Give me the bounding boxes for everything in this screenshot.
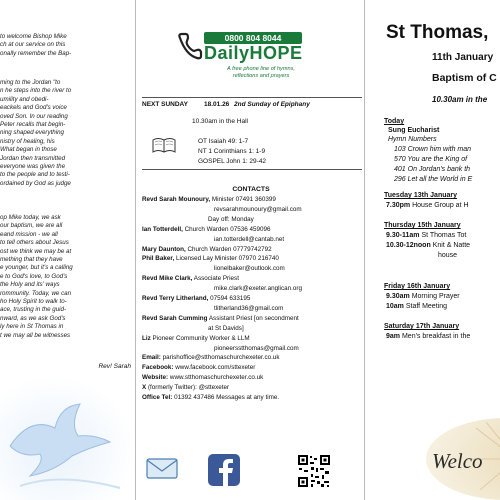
- text-line: to tell others about Jesus: [0, 239, 69, 247]
- text-line: to welcome Bishop Mike: [0, 33, 67, 40]
- contact-name: Revd Sarah Mounoury,: [142, 196, 211, 203]
- contact-line: [142, 354, 280, 362]
- text-line: What began in those: [0, 146, 57, 154]
- text-line: eand mission - we all: [0, 230, 58, 238]
- text-line: nistry of healing, his: [0, 137, 55, 145]
- phone-icon: [176, 32, 206, 60]
- church-name: St Thomas,: [386, 22, 489, 43]
- contact-line: [208, 325, 244, 333]
- text-line: everyone was given the: [0, 163, 66, 171]
- today-heading: Today: [384, 118, 405, 125]
- text-line: our baptism, we are all: [0, 222, 63, 230]
- tuesday-heading: Tuesday 13th January: [384, 192, 458, 199]
- contact-detail: Church Warden 07779742792: [185, 245, 272, 253]
- thursday-event-1: [386, 232, 466, 239]
- closing-paragraph: [0, 214, 135, 340]
- contact-line: [142, 374, 263, 382]
- contact-detail[interactable]: mike.clark@exeter.anglican.org: [214, 285, 302, 293]
- text-line: ch at our service on this: [0, 41, 66, 49]
- text-line: Peter recalls that begin-: [0, 121, 66, 129]
- intro-paragraph: [0, 33, 135, 58]
- contacts-title: CONTACTS: [232, 186, 270, 193]
- contact-detail[interactable]: www.stthomaschurchexeter.co.uk: [168, 374, 264, 382]
- next-sunday-section: [142, 97, 362, 170]
- contact-line: [142, 295, 250, 303]
- event-time: 9.30am: [386, 293, 410, 300]
- saturday-heading: Saturday 17th January: [384, 323, 460, 330]
- contact-line: [214, 265, 285, 273]
- contact-line: [214, 206, 302, 214]
- reflection-paragraph: [0, 79, 135, 188]
- contact-detail: Licensed Lay Minister 07970 216740: [174, 255, 279, 263]
- text-line: onally remember the Bap-: [0, 49, 72, 57]
- contact-detail[interactable]: pioneersstthomas@gmail.com: [214, 344, 299, 352]
- contact-name: Revd Sarah Cumming: [142, 314, 208, 322]
- contact-name: Liz: [142, 334, 151, 342]
- text-line: Jordan then transmitted: [0, 154, 66, 162]
- event-desc: House Group at H: [412, 202, 469, 209]
- contact-detail: Associate Priest: [192, 275, 239, 283]
- text-line: ho Holy Spirit to walk to-: [0, 298, 67, 306]
- qr-code-icon[interactable]: [297, 454, 331, 488]
- text-line: rommunity. Today, we can: [0, 289, 72, 297]
- left-panel: [0, 0, 135, 500]
- event-desc: Knit & Natte: [432, 242, 471, 249]
- friday-event-1: [386, 293, 460, 300]
- text-line: oved Son. In our reading: [0, 112, 68, 120]
- event-time: 10am: [386, 303, 404, 310]
- contact-detail[interactable]: tlitherland36@gmail.com: [214, 304, 284, 312]
- contact-line: [142, 315, 299, 323]
- text-line: ordained by God as judge: [0, 179, 71, 187]
- hymn-item: 401 On Jordan's bank th: [394, 166, 471, 173]
- contact-detail[interactable]: lionelbaker@outlook.com: [214, 265, 285, 273]
- contact-line: [214, 305, 283, 313]
- contact-line: [208, 216, 254, 224]
- contact-line: [142, 335, 250, 343]
- hymn-item: 570 You are the King of: [394, 156, 468, 163]
- contact-name: Phil Baker,: [142, 255, 175, 263]
- text-line: ming to the Jordan "to: [0, 79, 61, 86]
- text-line: ost we think we may be at: [0, 247, 72, 255]
- event-desc: St Thomas Tot: [421, 232, 467, 239]
- contact-name: Website:: [142, 374, 169, 382]
- text-line: e younger, but it's a calling: [0, 264, 73, 272]
- hymn-item: 296 Let all the World in E: [394, 176, 473, 183]
- contact-detail: at St Davids]: [208, 324, 244, 332]
- contact-line: [214, 285, 302, 293]
- middle-panel: [135, 0, 365, 500]
- signoff: Rev! Sarah: [98, 363, 131, 370]
- next-sunday-date: 18.01.26: [204, 101, 230, 108]
- contact-detail[interactable]: revsarahmounoury@gmail.com: [214, 205, 302, 213]
- contact-line: [214, 345, 299, 353]
- text-line: to the people and to testi-: [0, 171, 70, 179]
- contact-line: [142, 196, 276, 204]
- event-time: 9am: [386, 333, 401, 340]
- contact-name: Revd Terry Litherland,: [142, 295, 209, 302]
- eucharist-label: Sung Eucharist: [388, 127, 440, 134]
- contact-detail: 01392 437486 Messages at any time.: [172, 394, 280, 401]
- text-line: op Mike today, we ask: [0, 214, 61, 221]
- next-sunday-label: NEXT SUNDAY: [142, 101, 188, 108]
- contact-name: Revd Mike Clark,: [142, 275, 193, 283]
- hope-phone-number: 0800 804 8044: [204, 32, 302, 44]
- friday-event-2: [386, 303, 447, 310]
- contact-detail: Day off: Monday: [208, 215, 254, 223]
- friday-heading: Friday 16th January: [384, 283, 451, 290]
- reading-gospel: GOSPEL John 1: 29-42: [198, 158, 267, 165]
- daily-hope-logo: [176, 30, 324, 86]
- event-time: 9.30-11am: [386, 232, 420, 239]
- thursday-event-2-cont: house: [438, 252, 458, 259]
- event-time: 10.30-12noon: [386, 242, 431, 249]
- contact-detail: Assistant Priest [on secondment: [207, 314, 299, 322]
- thursday-heading: Thursday 15th January: [384, 222, 461, 229]
- text-line: e to God's love, to God's: [0, 272, 68, 280]
- text-line: ning shaped everything: [0, 129, 64, 137]
- text-line: mething that they have: [0, 256, 63, 264]
- hope-title: [204, 43, 303, 64]
- contact-line: [142, 255, 279, 263]
- text-line: ly here in St Thomas in: [0, 323, 64, 331]
- contact-name: Email:: [142, 354, 161, 362]
- event-desc: Morning Prayer: [411, 293, 460, 300]
- text-line: n he steps into the river to: [0, 87, 72, 95]
- saturday-event: [386, 333, 470, 340]
- contact-line: [142, 246, 272, 254]
- contact-line: [142, 275, 239, 283]
- contact-name: Facebook:: [142, 364, 174, 372]
- reading-nt: NT 1 Corinthians 1: 1-9: [198, 148, 266, 155]
- contact-name: Office Tel:: [142, 394, 173, 401]
- contact-detail: 07594 633195: [208, 295, 251, 302]
- contact-line: [142, 364, 255, 372]
- contact-name: Mary Daunton,: [142, 245, 186, 253]
- right-panel: [366, 0, 500, 500]
- text-line: eackels and God's voice: [0, 104, 67, 112]
- tuesday-event: [386, 202, 469, 209]
- contact-detail: Minister 07491 360399: [210, 196, 276, 203]
- hope-title-suffix: HOPE: [249, 43, 303, 63]
- facebook-icon[interactable]: [204, 452, 248, 488]
- contact-detail[interactable]: ian.totterdell@cantab.net: [214, 235, 285, 243]
- dove-image: [0, 376, 135, 500]
- contact-line: [142, 394, 279, 402]
- welcome-text: Welco: [432, 449, 483, 473]
- contact-line: [214, 236, 284, 244]
- contact-detail[interactable]: (formerly Twitter): @sttexeter: [146, 384, 230, 392]
- contact-line: [142, 226, 270, 234]
- contact-detail: Pioneer Community Worker & LLM: [150, 334, 250, 342]
- event-desc: Staff Meeting: [405, 303, 447, 310]
- hymn-item: 103 Crown him with man: [394, 146, 472, 153]
- contact-line: [142, 384, 229, 392]
- text-line: the Holy and its' ways: [0, 281, 60, 289]
- occasion-title: Baptism of C: [432, 72, 497, 84]
- next-sunday-name: 2nd Sunday of Epiphany: [234, 101, 310, 108]
- contact-detail[interactable]: www.facebook.com/sttexeter: [173, 364, 256, 372]
- email-icon[interactable]: [146, 456, 178, 480]
- reading-ot: OT Isaiah 49: 1-7: [198, 138, 249, 145]
- welcome-banner: [416, 418, 500, 500]
- text-line: t we may all be witnesses: [0, 331, 71, 339]
- event-desc: Men's breakfast in the: [401, 333, 471, 340]
- event-time: 7.30pm: [386, 202, 411, 209]
- text-line: ace, trusting in the guid-: [0, 306, 67, 314]
- hope-title-prefix: Daily: [204, 43, 250, 63]
- next-sunday-time: 10.30am in the Hall: [192, 118, 249, 125]
- bible-icon: [152, 136, 176, 154]
- contact-detail: Church Warden 07536 459096: [182, 225, 271, 233]
- text-line: umility and obedi-: [0, 95, 49, 103]
- hope-tagline-2: reflections and prayers: [232, 73, 290, 79]
- thursday-event-2: [386, 242, 470, 249]
- contact-name: X: [142, 384, 147, 392]
- service-time: 10.30am in the: [432, 95, 488, 104]
- service-date: 11th January: [432, 52, 494, 63]
- hymn-numbers-label: Hymn Numbers: [388, 136, 437, 143]
- hope-tagline: A free phone line of hymns,: [227, 66, 295, 72]
- text-line: nward, as we ask God's: [0, 314, 66, 322]
- contact-detail[interactable]: parishoffice@stthomaschurchexeter.co.uk: [160, 354, 280, 362]
- contact-name: Ian Totterdell,: [142, 225, 183, 233]
- contact-icons-row: [142, 452, 362, 492]
